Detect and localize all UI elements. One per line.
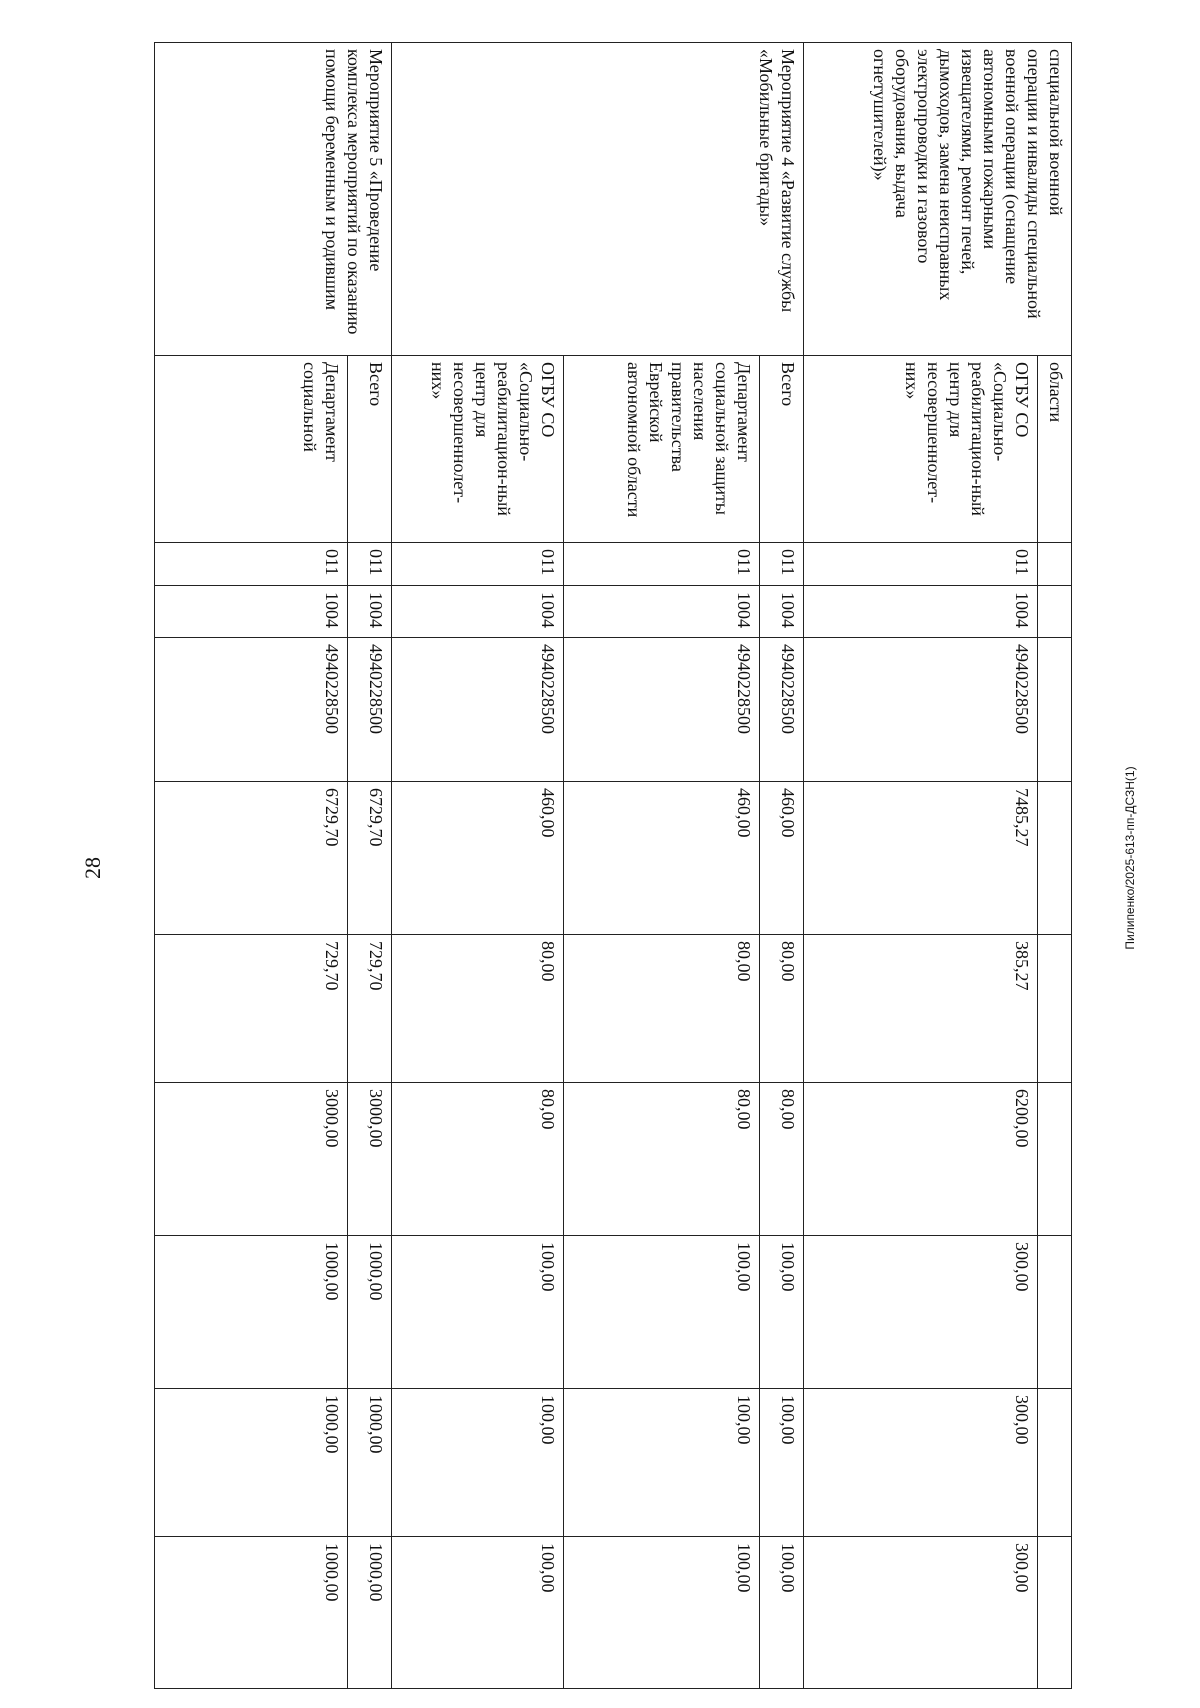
rz-cell: 1004: [804, 586, 1038, 638]
year-cell: [1038, 935, 1072, 1083]
year-cell: [1038, 1537, 1072, 1689]
year-cell: 100,00: [564, 1537, 760, 1689]
total-cell: 460,00: [392, 782, 564, 935]
table-row: [760, 43, 804, 1689]
rz-cell: 1004: [155, 586, 348, 638]
year-cell: 80,00: [760, 935, 804, 1083]
year-cell: 385,27: [804, 935, 1038, 1083]
budget-table: [154, 42, 1072, 1689]
activity-text-top: специальной военной: [1046, 49, 1066, 216]
year-cell: [1038, 1389, 1072, 1537]
year-cell: 1000,00: [348, 1236, 392, 1389]
year-cell: 1000,00: [348, 1537, 392, 1689]
executor-cell: Всего: [348, 356, 392, 543]
page-number: 28: [80, 857, 105, 879]
table-row: [348, 43, 392, 1689]
rotated-table-container: [155, 42, 1072, 1688]
year-cell: 729,70: [155, 935, 348, 1083]
year-cell: 3000,00: [348, 1083, 392, 1236]
footer-code: Пилипенко/2025-613-пп-ДСЗН(1): [1123, 766, 1137, 950]
year-cell: 100,00: [760, 1236, 804, 1389]
year-cell: 80,00: [392, 935, 564, 1083]
rz-cell: 1004: [564, 586, 760, 638]
csr-cell: 4940228500: [392, 638, 564, 782]
executor-cell: ОГБУ СО «Социально-реабилитацион-ный центр для несовершеннолет-них»: [392, 356, 564, 543]
year-cell: 100,00: [760, 1389, 804, 1537]
year-cell: 300,00: [804, 1537, 1038, 1689]
year-cell: 1000,00: [155, 1389, 348, 1537]
year-cell: 80,00: [564, 935, 760, 1083]
year-cell: 300,00: [804, 1389, 1038, 1537]
year-cell: 100,00: [392, 1236, 564, 1389]
total-cell: 460,00: [760, 782, 804, 935]
grbs-cell: 011: [564, 543, 760, 586]
total-cell: 6729,70: [348, 782, 392, 935]
grbs-cell: 011: [348, 543, 392, 586]
year-cell: 1000,00: [348, 1389, 392, 1537]
rz-cell: 1004: [760, 586, 804, 638]
activity-cell: [804, 43, 1072, 356]
year-cell: [1038, 1236, 1072, 1389]
year-cell: 100,00: [564, 1236, 760, 1389]
grbs-cell: 011: [760, 543, 804, 586]
year-cell: 100,00: [392, 1389, 564, 1537]
activity-text: операции и инвалиды специальной военной операции (оснащение автономными пожарными извещателями, ремонт печей, дымоходов, замена неисправных электропроводки и газового оборудования, выдача огнетушителей)»: [870, 49, 1044, 319]
csr-cell: 4940228500: [564, 638, 760, 782]
year-cell: 729,70: [348, 935, 392, 1083]
csr-cell: 4940228500: [804, 638, 1038, 782]
csr-cell: 4940228500: [155, 638, 348, 782]
year-cell: 300,00: [804, 1236, 1038, 1389]
executor-cell: Всего: [760, 356, 804, 543]
activity-cell: Мероприятие 4 «Развитие службы «Мобильные бригады»: [392, 43, 804, 356]
total-cell: 7485,27: [804, 782, 1038, 935]
csr-cell: [1038, 638, 1072, 782]
rz-cell: [1038, 586, 1072, 638]
year-cell: 80,00: [392, 1083, 564, 1236]
rz-cell: 1004: [348, 586, 392, 638]
executor-cell: Департамент социальной: [155, 356, 348, 543]
total-cell: 6729,70: [155, 782, 348, 935]
table-row: [1038, 43, 1072, 1689]
year-cell: 6200,00: [804, 1083, 1038, 1236]
year-cell: 80,00: [760, 1083, 804, 1236]
year-cell: 80,00: [564, 1083, 760, 1236]
total-cell: [1038, 782, 1072, 935]
executor-cell: ОГБУ СО «Социально-реабилитацион-ный центр для несовершеннолет-них»: [804, 356, 1038, 543]
total-cell: 460,00: [564, 782, 760, 935]
grbs-cell: 011: [392, 543, 564, 586]
executor-cell: Департамент социальной защиты населения правительства Еврейской автономной области: [564, 356, 760, 543]
year-cell: 3000,00: [155, 1083, 348, 1236]
year-cell: [1038, 1083, 1072, 1236]
csr-cell: 4940228500: [760, 638, 804, 782]
rz-cell: 1004: [392, 586, 564, 638]
activity-cell: Мероприятие 5 «Проведение комплекса мероприятий по оказанию помощи беременным и родившим: [155, 43, 392, 356]
year-cell: 100,00: [760, 1537, 804, 1689]
grbs-cell: [1038, 543, 1072, 586]
csr-cell: 4940228500: [348, 638, 392, 782]
year-cell: 100,00: [392, 1537, 564, 1689]
executor-cell: области: [1038, 356, 1072, 543]
year-cell: 1000,00: [155, 1537, 348, 1689]
grbs-cell: 011: [804, 543, 1038, 586]
year-cell: 100,00: [564, 1389, 760, 1537]
year-cell: 1000,00: [155, 1236, 348, 1389]
grbs-cell: 011: [155, 543, 348, 586]
